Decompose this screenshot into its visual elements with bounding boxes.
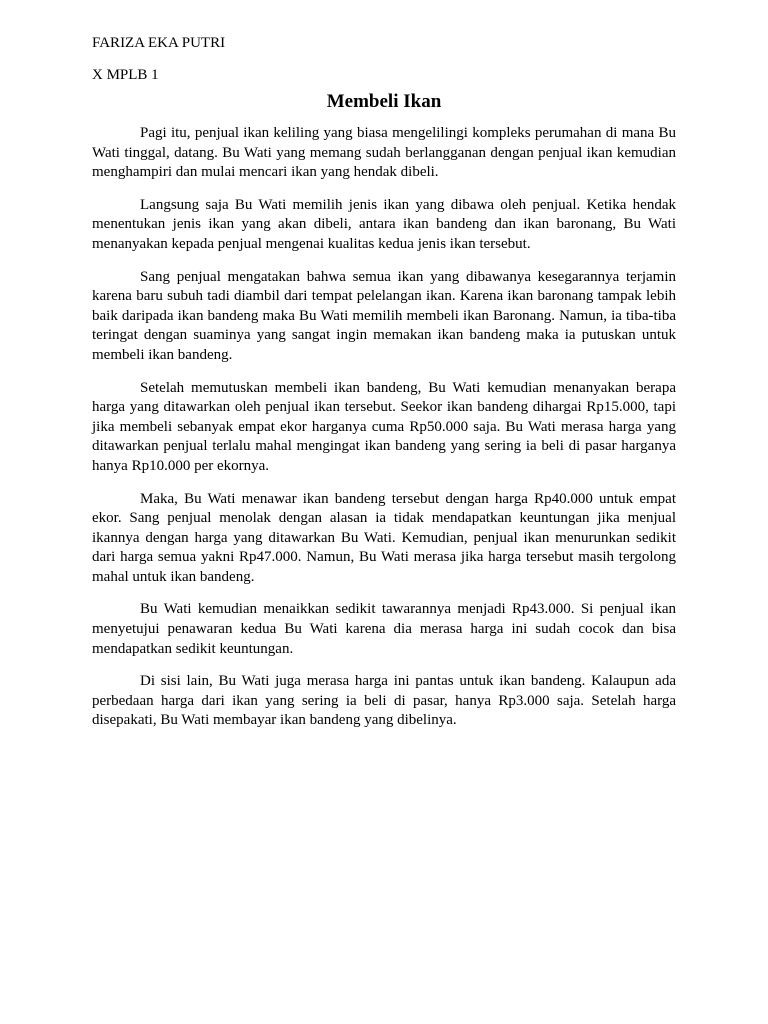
paragraph: Maka, Bu Wati menawar ikan bandeng tersebut dengan harga Rp40.000 untuk empat ekor. Sang penjual menolak dengan alasan ia tidak mendapatkan keuntungan jika menjual ikannya dengan harga yang ditawarkan Bu Wati. Kemudian, penjual ikan menurunkan sedikit dari harga semua yakni Rp47.000. Namun, Bu Wati merasa jika harga tersebut masih tergolong mahal untuk ikan bandeng.: [92, 490, 676, 585]
document-title: Membeli Ikan: [326, 91, 442, 112]
paragraph: Bu Wati kemudian menaikkan sedikit tawarannya menjadi Rp43.000. Si penjual ikan menyetujui penawaran kedua Bu Wati karena dia merasa harga ini sudah cocok dan bisa mendapatkan sedikit keuntungan.: [92, 601, 676, 657]
document-body: [92, 33, 676, 744]
paragraph: Di sisi lain, Bu Wati juga merasa harga ini pantas untuk ikan bandeng. Kalaupun ada perbedaan harga dari ikan yang sering ia beli di pasar, hanya Rp3.000 saja. Setelah harga disepakati, Bu Wati membayar ikan bandeng yang dibelinya.: [92, 673, 676, 729]
paragraph: Sang penjual mengatakan bahwa semua ikan yang dibawanya kesegarannya terjamin karena baru subuh tadi diambil dari tempat pelelangan ikan. Karena ikan baronang tampak lebih baik daripada ikan bandeng maka Bu Wati memilih membeli ikan Baronang. Namun, ia tiba-tiba teringat dengan suaminya yang sangat ingin memakan ikan bandeng maka ia putuskan untuk membeli ikan bandeng.: [92, 268, 676, 363]
student-class: X MPLB 1: [92, 67, 159, 83]
student-name: FARIZA EKA PUTRI: [92, 35, 226, 51]
paragraph: Setelah memutuskan membeli ikan bandeng, Bu Wati kemudian menanyakan berapa harga yang ditawarkan oleh penjual ikan tersebut. Seekor ikan bandeng dihargai Rp15.000, tapi jika membeli sebanyak empat ekor harganya cuma Rp50.000 saja. Bu Wati merasa harga yang ditawarkan penjual terlalu mahal mengingat ikan bandeng yang sering ia beli di pasar harganya hanya Rp10.000 per ekornya.: [92, 379, 676, 474]
paragraph: Pagi itu, penjual ikan keliling yang biasa mengelilingi kompleks perumahan di mana Bu Wati tinggal, datang. Bu Wati yang memang sudah berlangganan dengan penjual ikan kemudian menghampiri dan mulai mencari ikan yang hendak dibeli.: [92, 125, 676, 181]
paragraph: Langsung saja Bu Wati memilih jenis ikan yang dibawa oleh penjual. Ketika hendak menentukan jenis ikan yang akan dibeli, antara ikan bandeng dan ikan baronang, Bu Wati menanyakan kepada penjual mengenai kualitas kedua jenis ikan tersebut.: [92, 196, 676, 252]
